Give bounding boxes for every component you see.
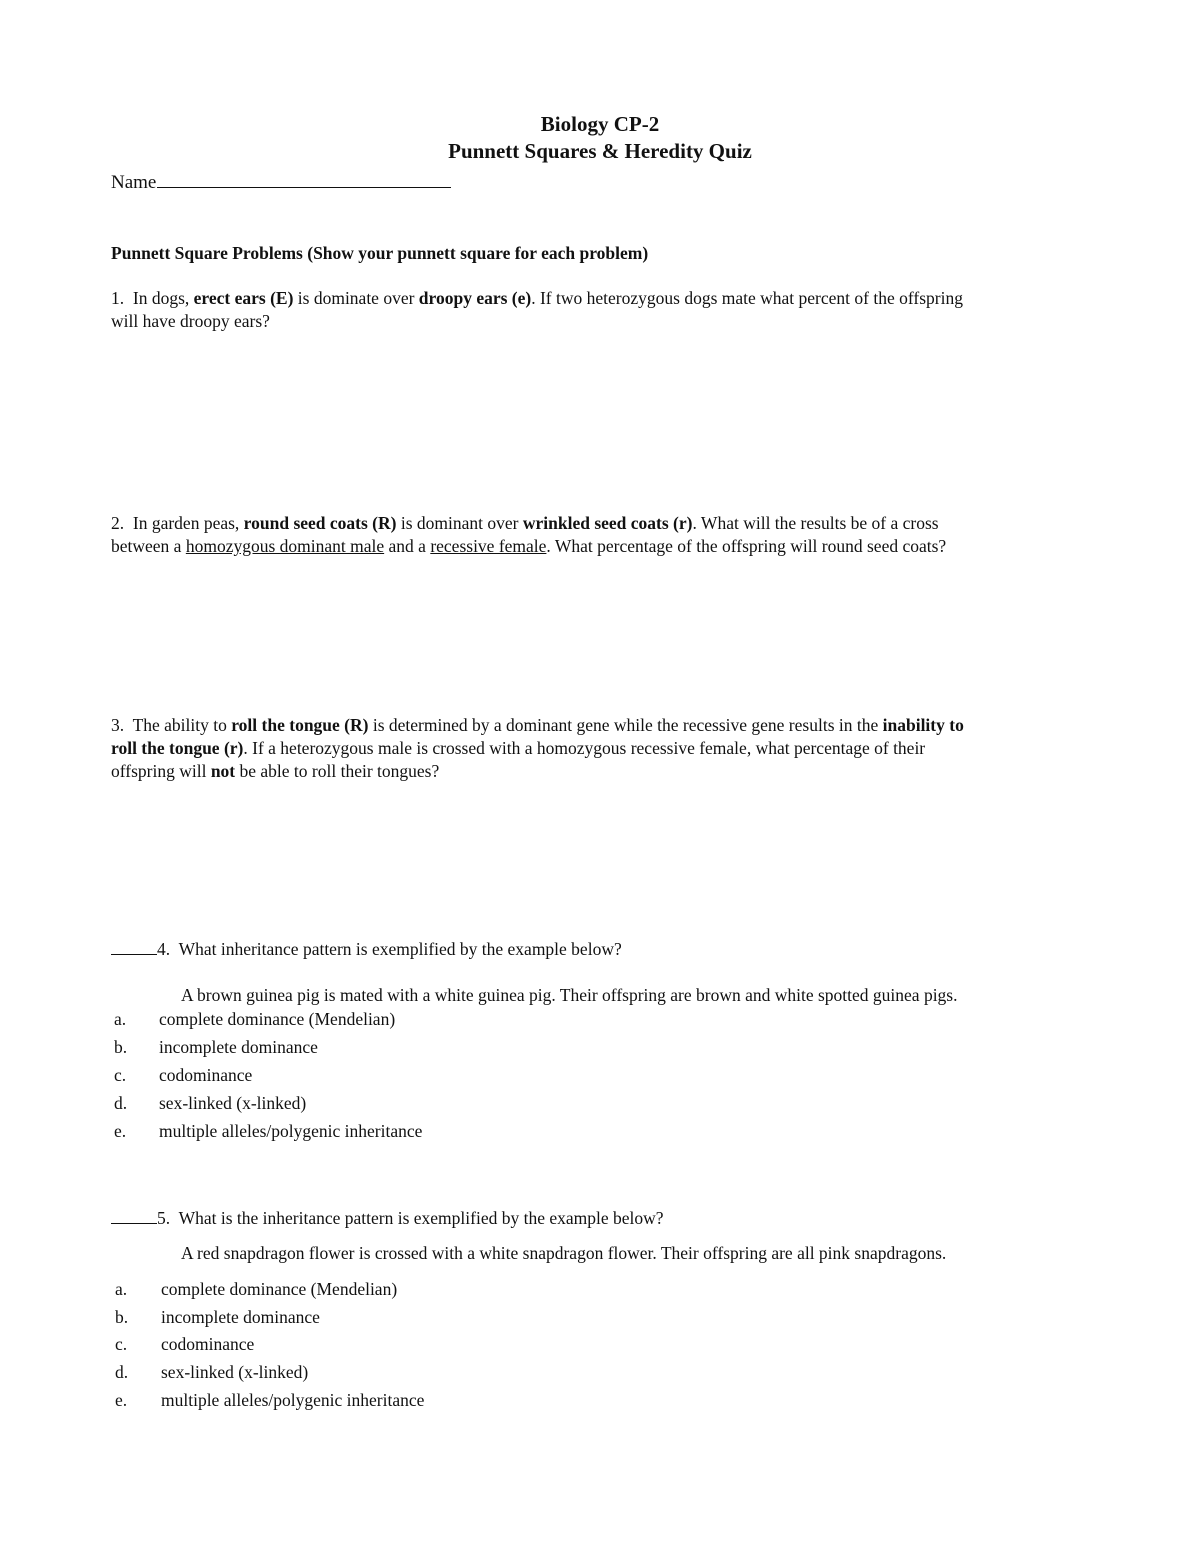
q1-text: is dominate over <box>293 288 419 308</box>
answer-blank-4[interactable] <box>111 938 157 955</box>
option-letter: b. <box>115 1307 129 1327</box>
question-2-line-2 <box>111 535 946 558</box>
option-text: multiple alleles/polygenic inheritance <box>161 1390 425 1410</box>
option-text: incomplete dominance <box>159 1037 318 1057</box>
q2-text: and a <box>384 536 431 556</box>
option-text: codominance <box>159 1065 253 1085</box>
option-text: incomplete dominance <box>161 1307 320 1327</box>
q1-text: . If two heterozygous dogs mate what percent of the offspring <box>531 288 963 308</box>
q2-text: . What will the results be of a cross <box>692 513 939 533</box>
q3-text: be able to roll their tongues? <box>235 761 440 781</box>
question-2-line-1 <box>111 512 939 535</box>
q2-text: between a <box>111 536 186 556</box>
question-4-example: A brown guinea pig is mated with a white guinea pig. Their offspring are brown and white spotted guinea pigs. <box>181 985 958 1005</box>
question-number: 3. <box>111 715 125 735</box>
q3-term-roll: roll the tongue (R) <box>231 715 369 735</box>
question-number: 1. <box>111 288 125 308</box>
q2-text: In garden peas, <box>132 513 244 533</box>
question-1-line-2: will have droopy ears? <box>111 311 270 331</box>
option-letter: d. <box>114 1093 128 1113</box>
q2-term-round: round seed coats (R) <box>243 513 397 533</box>
question-4-options <box>114 1009 714 1149</box>
option-text: sex-linked (x-linked) <box>159 1093 307 1113</box>
option-text: complete dominance (Mendelian) <box>159 1009 396 1029</box>
q1-text: In dogs, <box>132 288 194 308</box>
name-input-line[interactable] <box>157 169 451 188</box>
q2-underlined-male: homozygous dominant male <box>185 536 385 556</box>
option-letter: d. <box>115 1362 129 1382</box>
option-text: codominance <box>161 1334 255 1354</box>
option-letter: c. <box>114 1065 127 1085</box>
q3-text: offspring will <box>111 761 211 781</box>
name-label: Name <box>111 172 157 193</box>
q1-term-erect: erect ears (E) <box>193 288 294 308</box>
q2-text: . What percentage of the offspring will round seed coats? <box>546 536 947 556</box>
name-row <box>111 169 451 194</box>
question-5-text: What is the inheritance pattern is exemplified by the example below? <box>178 1208 664 1228</box>
q2-underlined-female: recessive female <box>430 536 547 556</box>
question-5-options <box>115 1279 715 1419</box>
q3-term-inability: inability to <box>882 715 964 735</box>
question-3-line-2 <box>111 737 925 760</box>
option-text: complete dominance (Mendelian) <box>161 1279 398 1299</box>
course-title: Biology CP-2 <box>540 112 660 136</box>
question-4 <box>111 938 622 961</box>
question-4-text: What inheritance pattern is exemplified by the example below? <box>178 939 622 959</box>
question-5 <box>111 1207 664 1230</box>
question-3-line-3 <box>111 760 439 783</box>
q3-text: The ability to <box>132 715 232 735</box>
option-text: sex-linked (x-linked) <box>161 1362 309 1382</box>
question-number: 4. <box>157 939 171 959</box>
question-3-line-1 <box>111 714 964 737</box>
option-letter: a. <box>115 1279 128 1299</box>
answer-blank-5[interactable] <box>111 1207 157 1224</box>
option-text: multiple alleles/polygenic inheritance <box>159 1121 423 1141</box>
q2-term-wrinkled: wrinkled seed coats (r) <box>522 513 693 533</box>
option-letter: e. <box>114 1121 127 1141</box>
option-letter: c. <box>115 1334 128 1354</box>
q1-term-droopy: droopy ears (e) <box>418 288 532 308</box>
question-number: 2. <box>111 513 125 533</box>
question-number: 5. <box>157 1208 171 1228</box>
option-letter: e. <box>115 1390 128 1410</box>
question-1-line-1 <box>111 287 963 310</box>
option-letter: b. <box>114 1037 128 1057</box>
q3-text: . If a heterozygous male is crossed with a homozygous recessive female, what percentage of their <box>243 738 926 758</box>
question-5-example: A red snapdragon flower is crossed with a white snapdragon flower. Their offspring are all pink snapdragons. <box>181 1243 947 1263</box>
q3-text: is determined by a dominant gene while the recessive gene results in the <box>368 715 883 735</box>
q2-text: is dominant over <box>396 513 523 533</box>
quiz-title: Punnett Squares & Heredity Quiz <box>448 139 752 163</box>
option-letter: a. <box>114 1009 127 1029</box>
q3-term-roll-recessive: roll the tongue (r) <box>111 738 244 758</box>
section-heading: Punnett Square Problems (Show your punnett square for each problem) <box>111 243 649 263</box>
q3-emphasis-not: not <box>210 761 236 781</box>
